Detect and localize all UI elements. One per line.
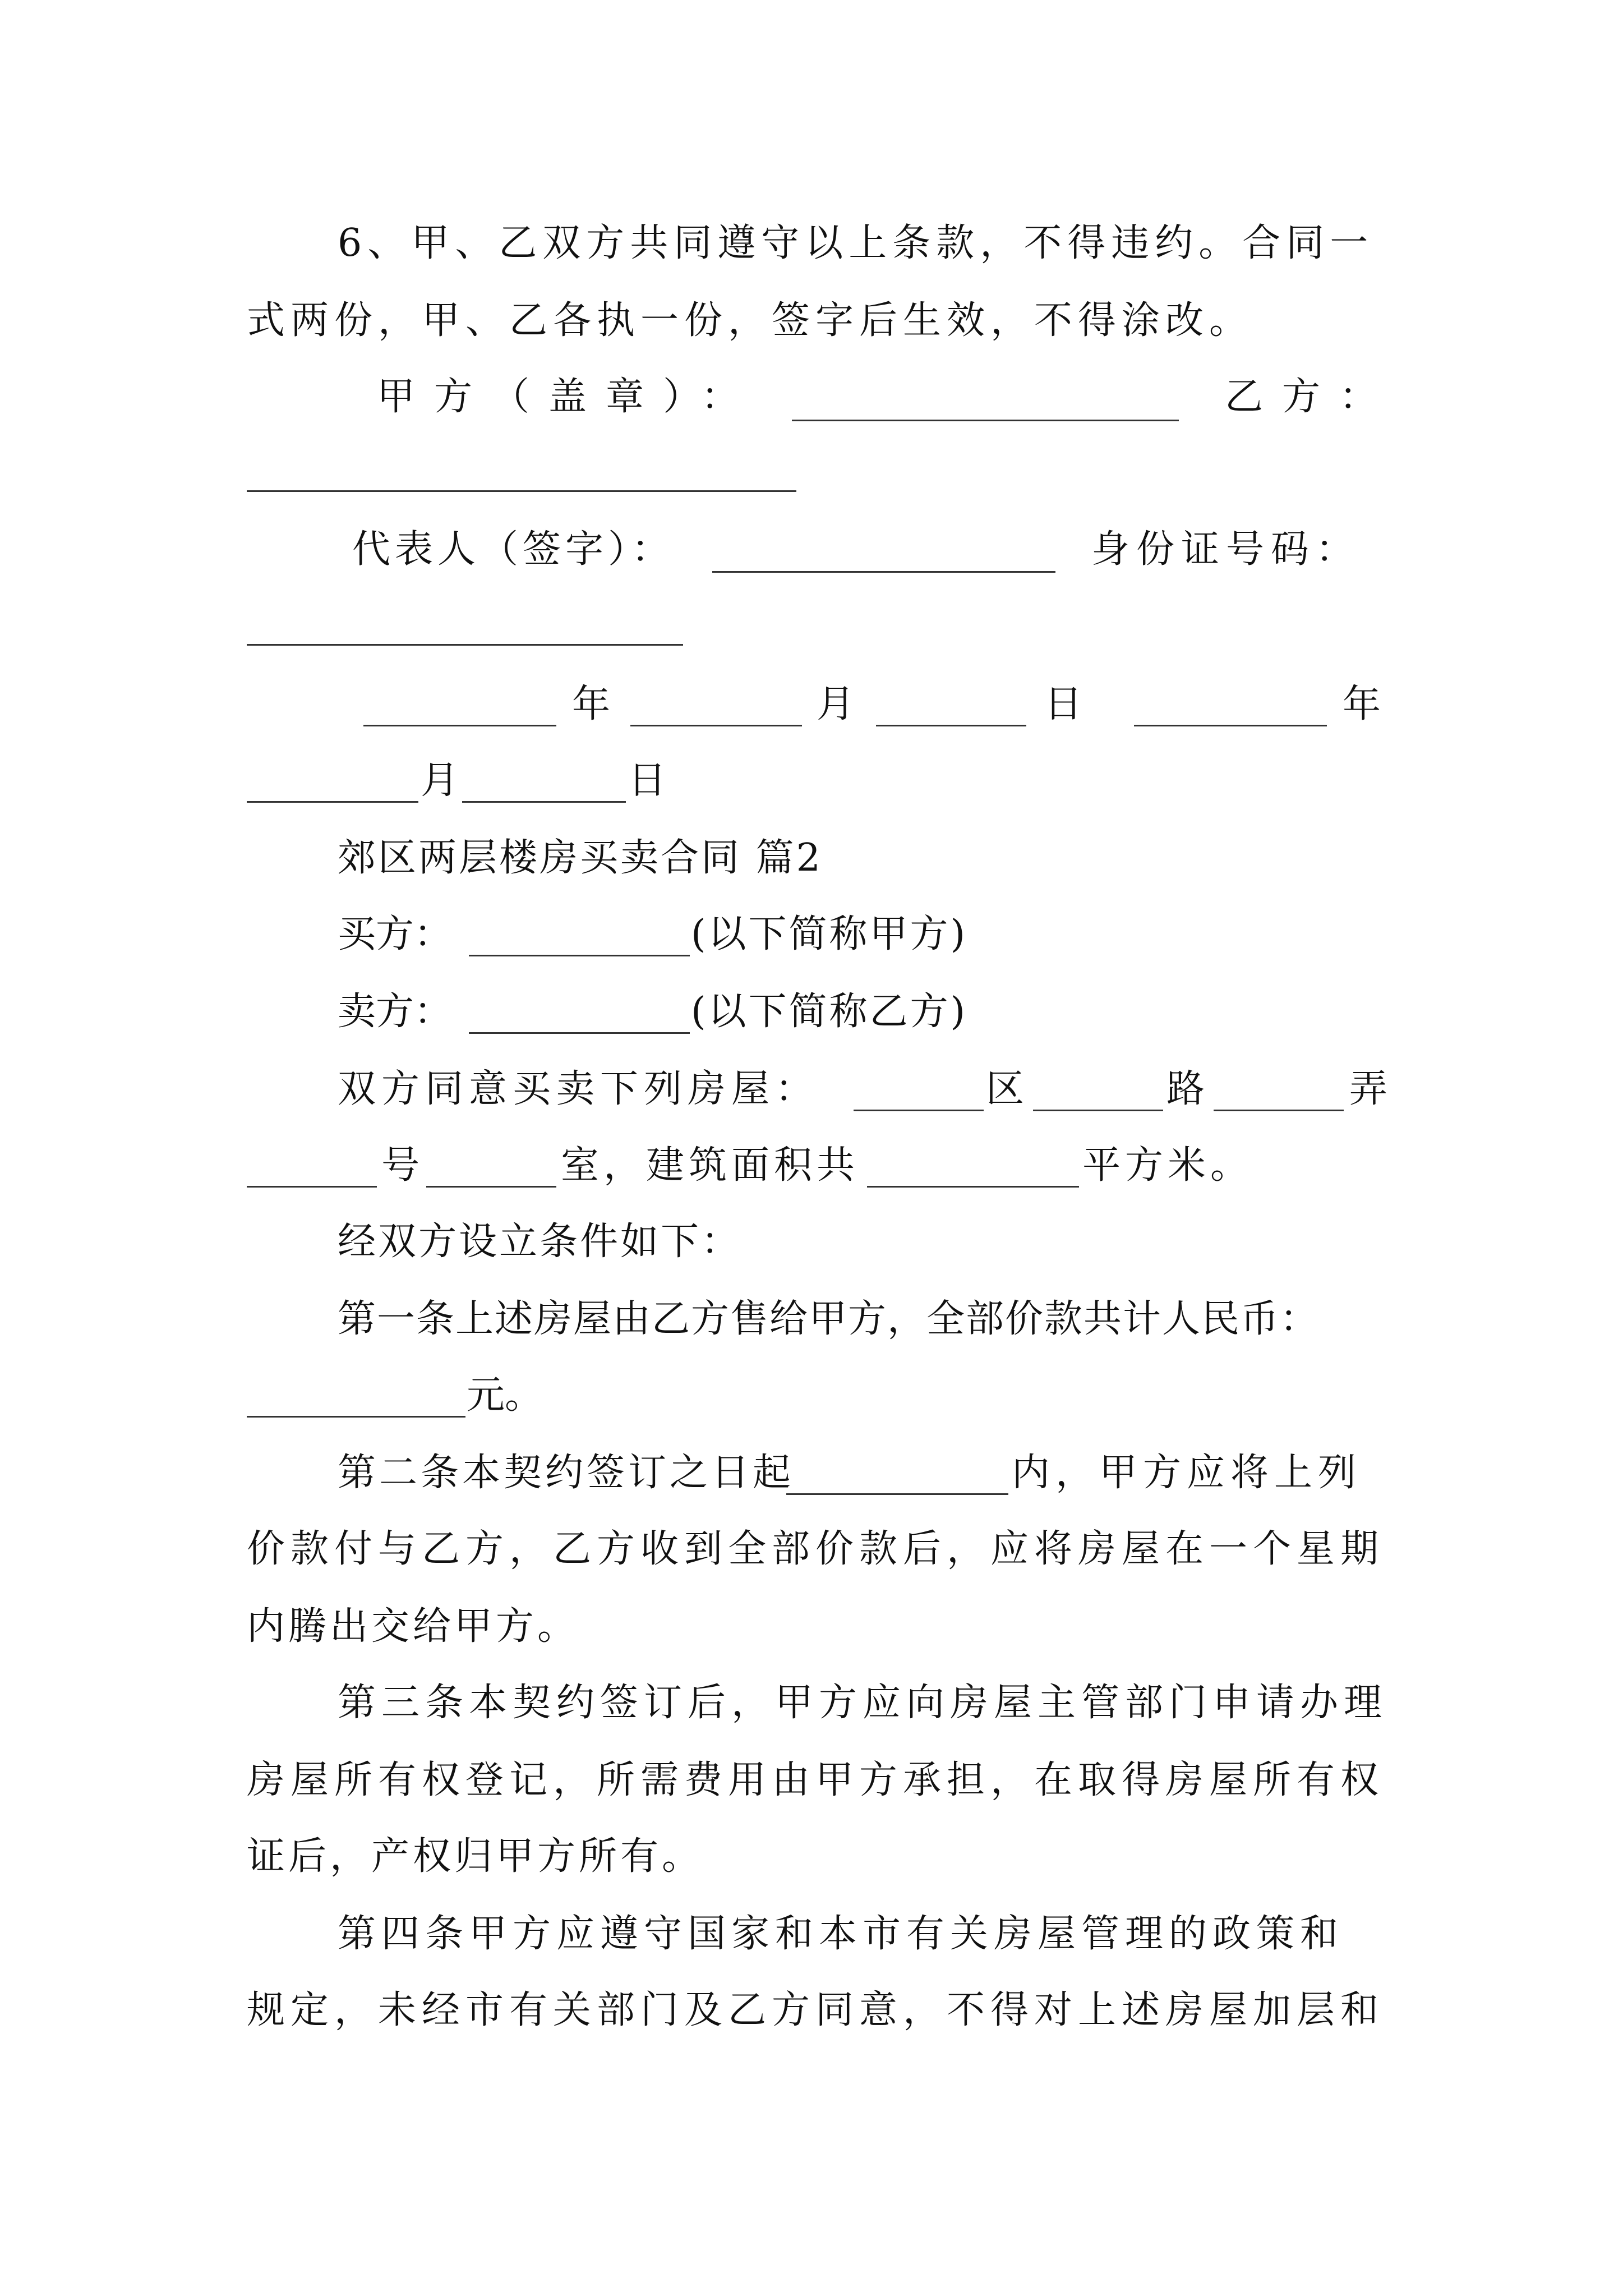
date-b-month-label: 月 — [421, 758, 459, 803]
article1-line1: 第一条上述房屋由乙方售给甲方，全部价款共计人民币： — [338, 1297, 1320, 1341]
seller-blank — [469, 1032, 690, 1034]
clause6-line2: 式两份，甲、乙各执一份，签字后生效，不得涂改。 — [247, 298, 1253, 343]
room-blank — [426, 1186, 556, 1188]
article3-line1: 第三条本契约签订后，甲方应向房屋主管部门申请办理 — [338, 1681, 1388, 1725]
id-number-label: 身份证号码： — [1091, 527, 1361, 572]
party-a-seal-blank — [792, 420, 1179, 421]
date-a-month-label: 月 — [817, 682, 855, 726]
area-blank — [867, 1186, 1079, 1188]
payment-period-blank — [786, 1493, 1008, 1495]
section-title: 郊区两层楼房买卖合同 篇2 — [338, 836, 823, 880]
article3-line3: 证后，产权归甲方所有。 — [247, 1834, 704, 1879]
article2-line3: 内腾出交给甲方。 — [247, 1604, 579, 1649]
party-b-label: 乙方： — [1225, 375, 1397, 419]
id-number-blank — [247, 644, 683, 646]
article4-line2: 规定，未经市有关部门及乙方同意，不得对上述房屋加层和 — [247, 1988, 1385, 2032]
date-b-day-label: 日 — [628, 758, 667, 803]
date-a-year-blank — [363, 725, 556, 726]
district-blank — [854, 1110, 984, 1111]
representative-signature-blank — [712, 571, 1055, 573]
article3-line2: 房屋所有权登记，所需费用由甲方承担，在取得房屋所有权 — [247, 1758, 1385, 1802]
party-b-seal-blank — [247, 490, 796, 492]
date-b-month-blank — [247, 801, 418, 803]
date-b-day-blank — [462, 801, 626, 803]
seller-label: 卖方： — [338, 990, 453, 1034]
area-unit: 平方米。 — [1082, 1143, 1253, 1188]
number-label: 号 — [381, 1143, 420, 1188]
district-label: 区 — [986, 1067, 1025, 1111]
room-label: 室，建筑面积共 — [561, 1143, 860, 1188]
article4-line1: 第四条甲方应遵守国家和本市有关房屋管理的政策和 — [338, 1912, 1344, 1956]
lane-label: 弄 — [1349, 1067, 1388, 1111]
date-a-day-blank — [876, 725, 1026, 726]
date-a-year-label: 年 — [572, 682, 611, 726]
article2-line1-a: 第二条本契约签订之日起 — [338, 1451, 795, 1495]
road-blank — [1033, 1110, 1163, 1111]
date-b-year-blank — [1134, 725, 1327, 726]
article2-line1-b: 内，甲方应将上列 — [1012, 1451, 1362, 1495]
article1-unit: 元。 — [467, 1373, 543, 1418]
number-blank — [247, 1186, 377, 1188]
road-label: 路 — [1166, 1067, 1205, 1111]
date-a-month-blank — [630, 725, 802, 726]
conditions-intro: 经双方设立条件如下： — [338, 1220, 742, 1264]
clause6-line1: 6、甲、乙双方共同遵守以上条款，不得违约。合同一 — [338, 221, 1374, 265]
party-a-seal-label: 甲方（盖章）： — [377, 375, 759, 419]
property-intro: 双方同意买卖下列房屋： — [338, 1067, 819, 1111]
seller-suffix: (以下简称乙方) — [691, 990, 968, 1034]
date-a-day-label: 日 — [1044, 682, 1083, 726]
lane-blank — [1214, 1110, 1344, 1111]
buyer-label: 买方： — [338, 912, 453, 956]
date-b-year-label: 年 — [1343, 682, 1381, 726]
article2-line2: 价款付与乙方，乙方收到全部价款后，应将房屋在一个星期 — [247, 1527, 1385, 1571]
buyer-blank — [469, 955, 690, 956]
price-blank — [247, 1416, 465, 1418]
buyer-suffix: (以下简称甲方) — [691, 912, 968, 956]
representative-label: 代表人（签字）： — [352, 527, 675, 572]
